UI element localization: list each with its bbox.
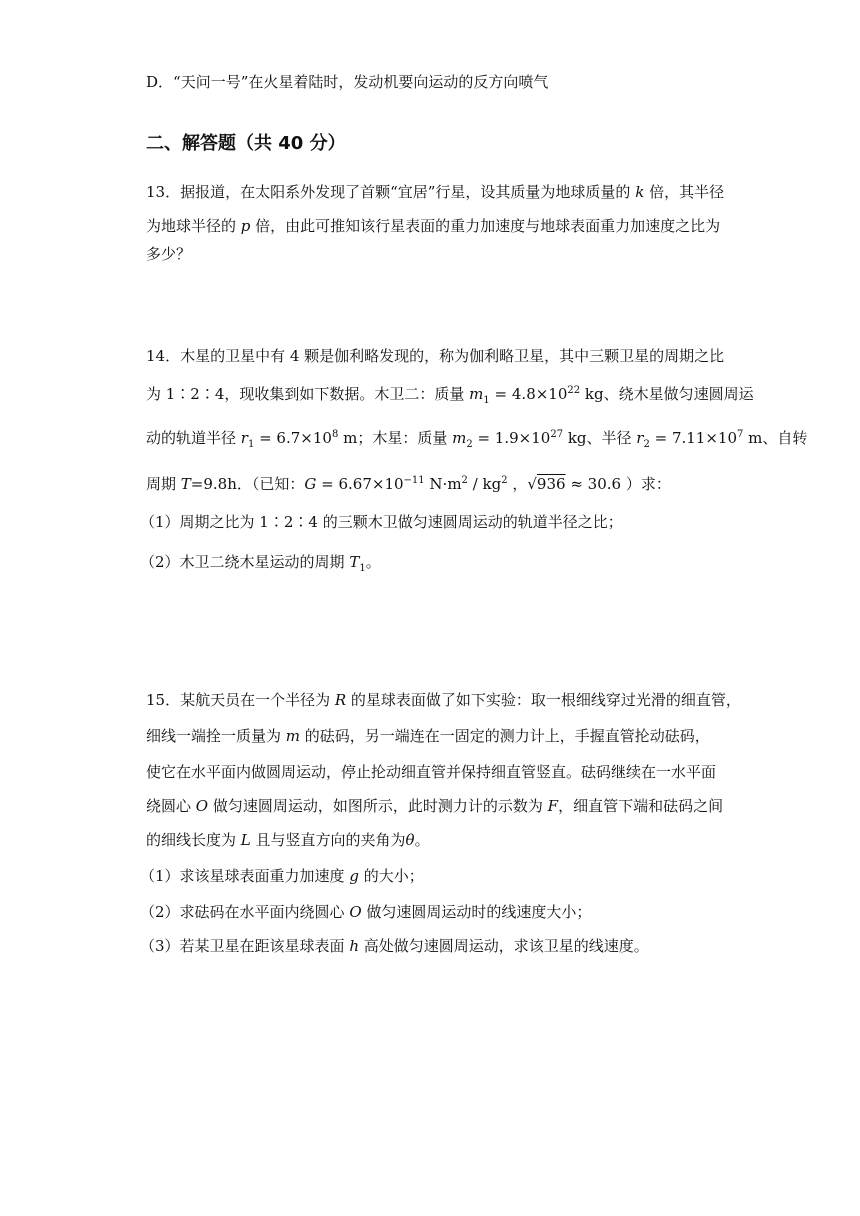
q14-sub-1: （1）周期之比为 1∶2∶4 的三颗木卫做匀速圆周运动的轨道半径之比； — [140, 513, 623, 531]
q13-line-2: 为地球半径的 p 倍，由此可推知该行星表面的重力加速度与地球表面重力加速度之比为 — [146, 217, 721, 235]
sqrt-icon: √ — [527, 475, 537, 493]
q15-sub-1: （1）求该星球表面重力加速度 g 的大小； — [140, 867, 424, 885]
q15-line-5: 的细线长度为 L 且与竖直方向的夹角为θ。 — [146, 831, 430, 849]
q14-sub-2: （2）木卫二绕木星运动的周期 $T_1$。 — [140, 553, 381, 574]
q14-line-4: 周期 T=9.8h．（已知：$G = 6.67\times 10^{-11}$ $N\cdot m^2 / kg^2$ ，√936 ≈ 30.6 ）求： — [146, 475, 671, 493]
q15-line-2: 细线一端拴一质量为 m 的砝码，另一端连在一固定的测力计上，手握直管抡动砝码， — [146, 727, 710, 745]
q13-line-1: 13．据报道，在太阳系外发现了首颗“宜居”行星，设其质量为地球质量的 k 倍，其半径 — [146, 183, 725, 201]
q14-line-3: 动的轨道半径 $r_1 = 6.7\times 10^8$ m；木星：质量 $m_2 = 1.9\times 10^{27}$ kg、半径 $r_2 = 7.11\times 10^7$ m、自转 — [146, 429, 808, 450]
q15-line-1: 15．某航天员在一个半径为 R 的星球表面做了如下实验：取一根细线穿过光滑的细直管， — [146, 691, 741, 709]
q15-line-4: 绕圆心 O 做匀速圆周运动，如图所示，此时测力计的示数为 F，细直管下端和砝码之间 — [146, 797, 724, 815]
q15-line-3: 使它在水平面内做圆周运动，停止抡动细直管并保持细直管竖直。砝码继续在一水平面 — [146, 763, 717, 781]
section-title: 二、解答题（共 40 分） — [146, 133, 346, 154]
q15-sub-2: （2）求砝码在水平面内绕圆心 O 做匀速圆周运动时的线速度大小； — [140, 903, 592, 921]
q14-line-2: 为 1∶2∶4，现收集到如下数据。木卫二：质量 $m_1 = 4.8\times 10^{22}$ kg、绕木星做匀速圆周运 — [146, 385, 754, 406]
option-d: D．“天问一号”在火星着陆时，发动机要向运动的反方向喷气 — [146, 73, 549, 91]
q14-line-1: 14．木星的卫星中有 4 颗是伽利略发现的，称为伽利略卫星，其中三颗卫星的周期之比 — [146, 347, 725, 365]
q15-sub-3: （3）若某卫星在距该星球表面 h 高处做匀速圆周运动，求该卫星的线速度。 — [140, 937, 649, 955]
q13-line-3: 多少？ — [146, 245, 192, 263]
